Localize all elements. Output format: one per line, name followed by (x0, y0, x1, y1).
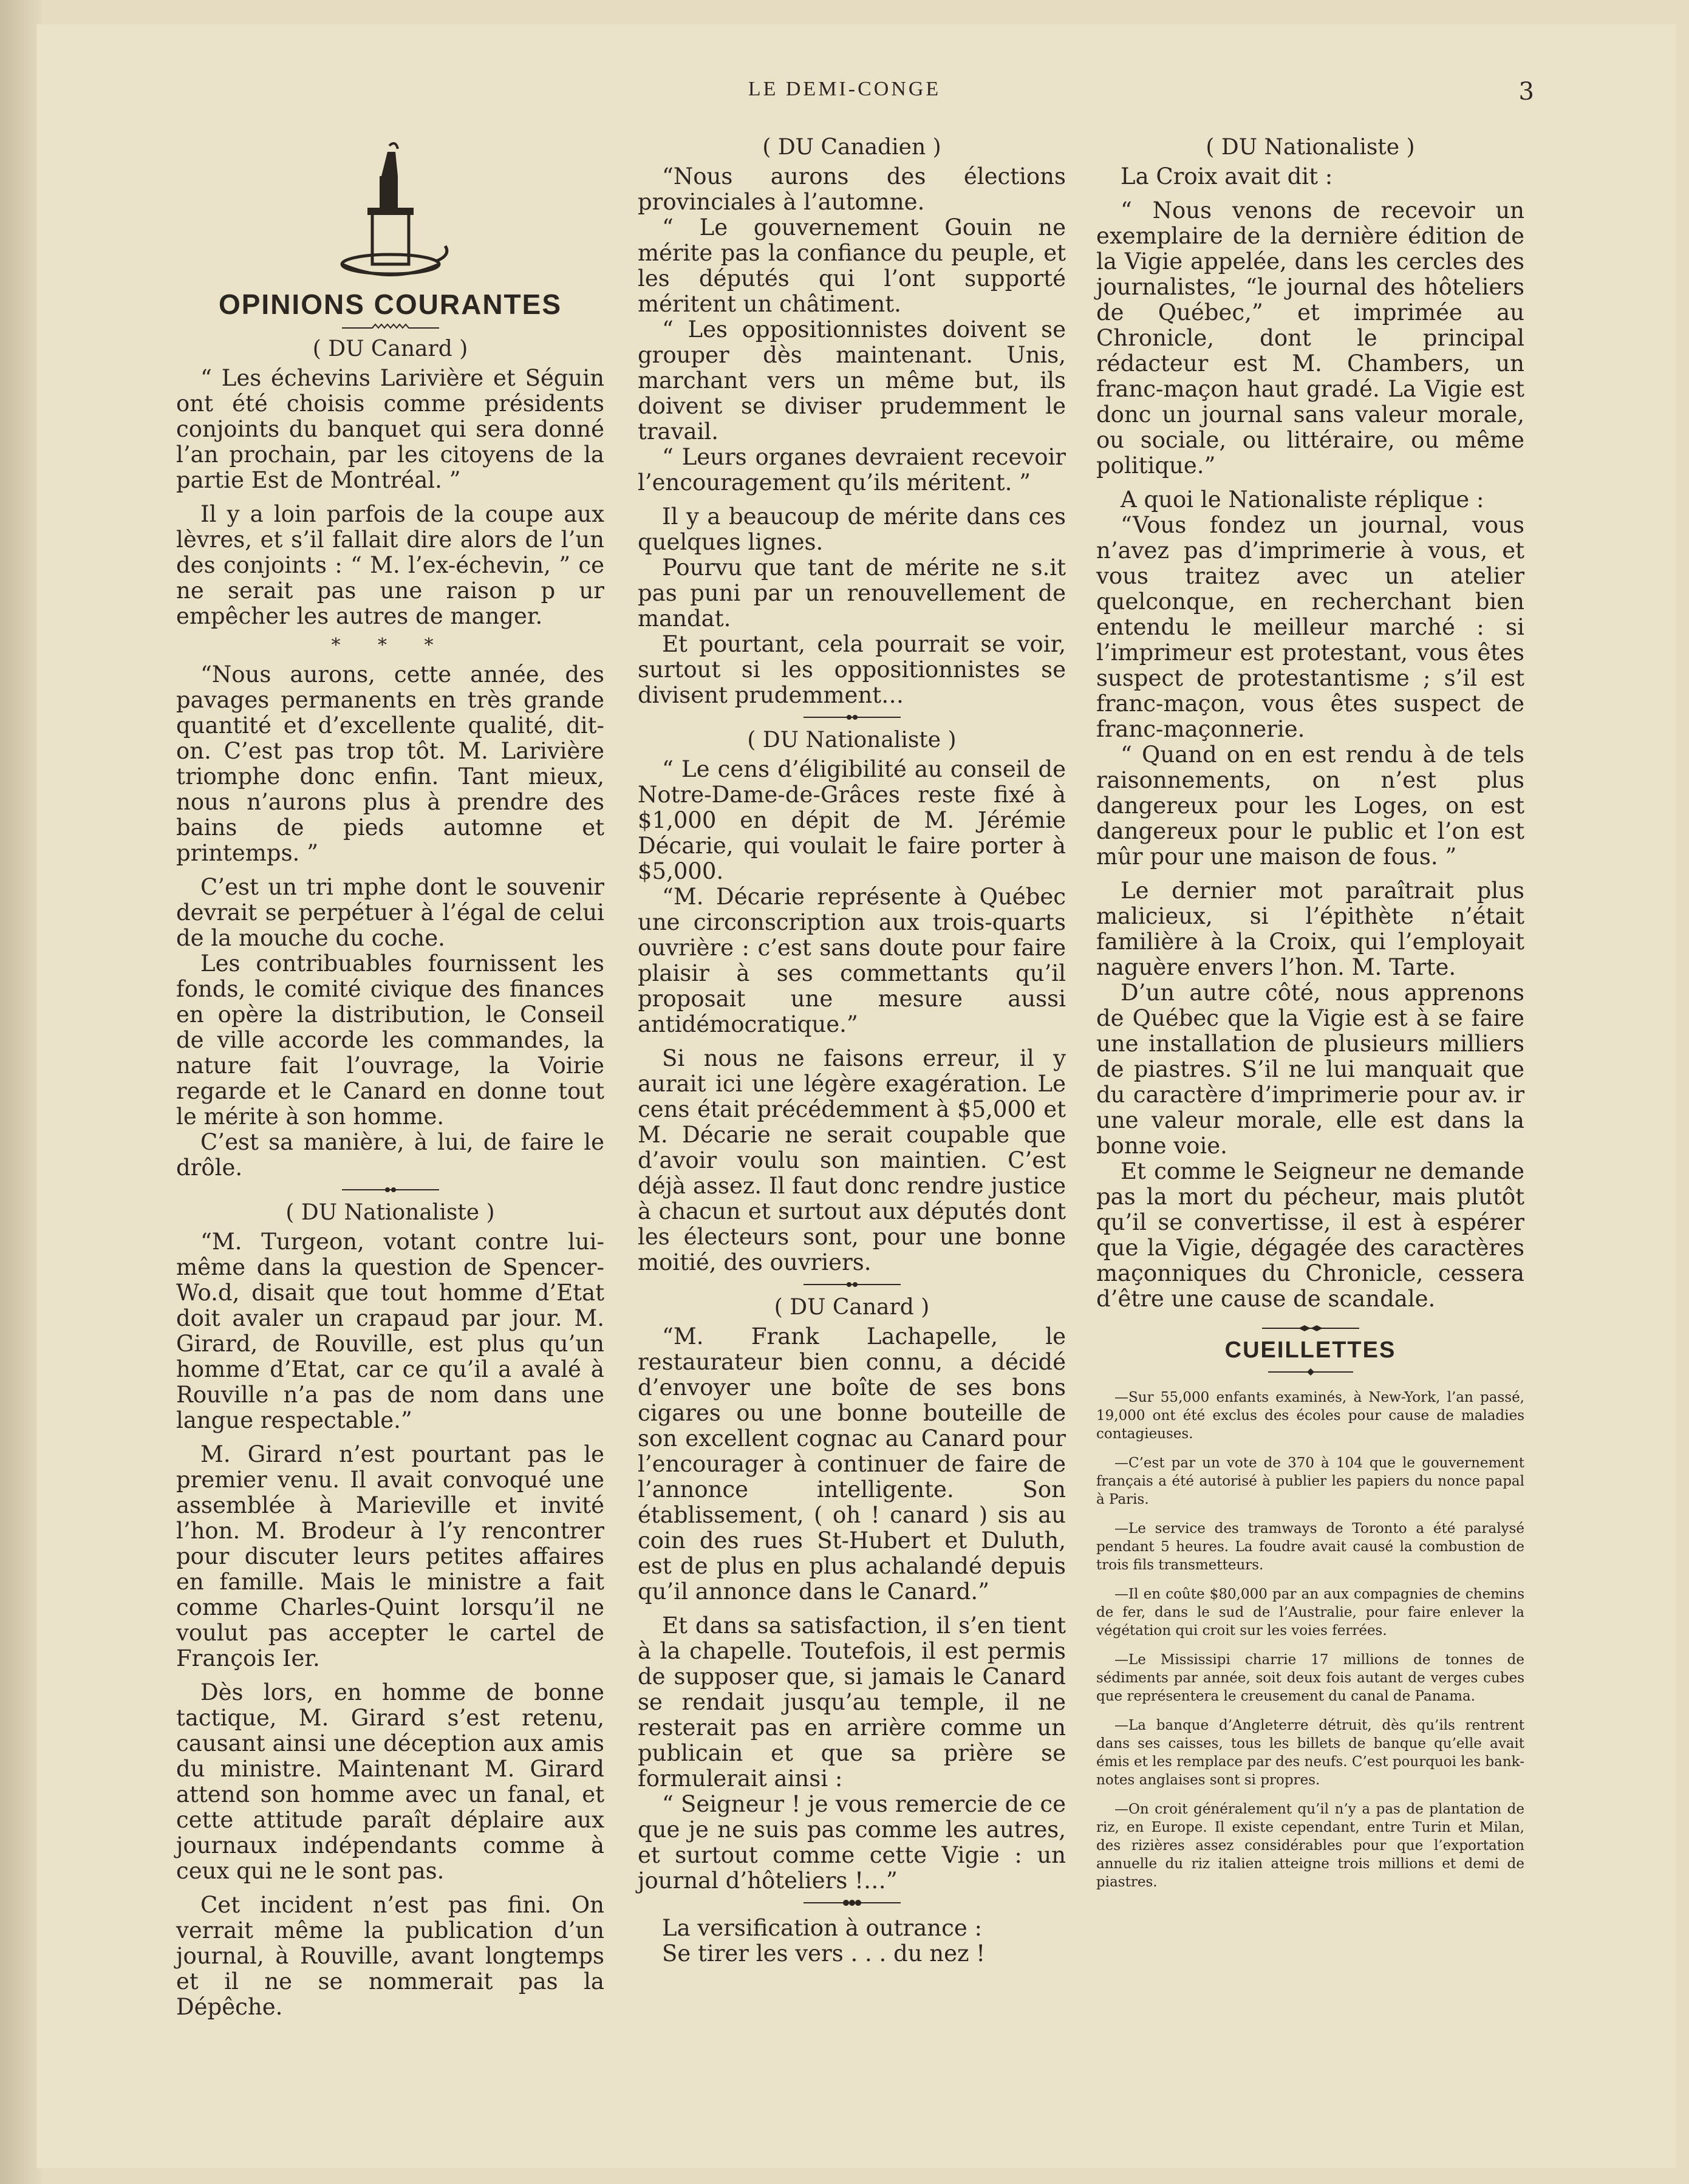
paragraph: “M. Décarie représente à Québec une circonscription aux trois-quarts ouvrière : c’est sans doute pour faire plaisir à ses commettants qu’il proposait une mesure aussi antidémocratique.” (638, 884, 1066, 1037)
paragraph: M. Girard n’est pourtant pas le premier venu. Il avait convoqué une assemblée à Marieville et invité l’hon. M. Brodeur à l’y rencontrer pour discuter leurs petites affaires en famille. Mais le ministre a fait comme Charles-Quint lorsqu’il ne voulut pas accepter le cartel de François Ier. (176, 1441, 604, 1671)
cueillettes-list (1096, 1388, 1524, 1891)
closing-line: Se tirer les vers . . . du nez ! (662, 1940, 986, 1967)
column-2 (638, 129, 1066, 1967)
list-item: —C’est par un vote de 370 à 104 que le gouvernement français a été autorisé à publier les papiers du nonce papal à Paris. (1096, 1455, 1524, 1507)
paragraph: Et pourtant, cela pourrait se voir, surtout si les oppositionnistes se divisent prudemment… (638, 631, 1066, 708)
ornament-divider (342, 322, 439, 330)
column-1 (176, 128, 604, 2020)
ornament-divider (804, 1899, 901, 1907)
ornament-divider (342, 1186, 439, 1194)
section-title: OPINIONS COURANTES (218, 288, 562, 320)
paragraph: “ Le gouvernement Gouin ne mérite pas la confiance du peuple, et les députés qui l’ont supporté méritent un châtiment. (638, 214, 1066, 317)
paragraph: “Vous fondez un journal, vous n’avez pas d’imprimerie à vous, et vous traitez avec un atelier quelconque, en recherchant bien entendu le meilleur marché : si l’imprimeur est protestant, vous êtes suspect de protestantisme ; s’il est franc-maçon, vous êtes suspect de franc-maçonnerie. (1096, 512, 1524, 742)
source-label: ( DU Canard ) (312, 336, 468, 361)
cueillettes-title: CUEILLETTES (1224, 1337, 1396, 1363)
paragraph: La Croix avait dit : (1121, 163, 1333, 189)
paragraph: “ Les oppositionnistes doivent se grouper dès maintenant. Unis, marchant vers un même but, ils doivent se diviser prudemment le travail. (638, 316, 1066, 445)
paragraph: “ Seigneur ! je vous remercie de ce que je ne suis pas comme les autres, et surtout comme cette Vigie : un journal d’hôteliers !…” (638, 1791, 1066, 1894)
page-number: 3 (1518, 78, 1534, 106)
source-label: ( DU Canard ) (774, 1295, 930, 1320)
paragraph: Et comme le Seigneur ne demande pas la mort du pécheur, mais plutôt qu’il se convertisse, il est à espérer que la Vigie, dégagée des caractères maçonniques du Chronicle, cessera d’être une cause de scandale. (1096, 1158, 1524, 1312)
paragraph: D’un autre côté, nous apprenons de Québec que la Vigie est à se faire une installation de plusieurs milliers de piastres. S’il ne lui manquait que du caractère d’imprimerie pour av. ir une valeur morale, elle est dans la bonne voie. (1096, 980, 1524, 1159)
ornament-divider (804, 1280, 901, 1289)
column-3 (1096, 129, 1524, 1902)
paragraph: C’est sa manière, à lui, de faire le drôle. (176, 1129, 604, 1181)
paragraph: “Nous aurons des élections provinciales à l’automne. (638, 163, 1066, 215)
list-item: —On croit généralement qu’il n’y a pas de plantation de riz, en Europe. Il existe cependant, entre Turin et Milan, des rizières assez considérables pour que l’exportation annuelle du riz italien atteigne trois millions et demi de piastres. (1096, 1801, 1524, 1890)
paragraph: C’est un tri mphe dont le souvenir devrait se perpétuer à l’égal de celui de la mouche du coche. (176, 874, 604, 951)
list-item: —Le service des tramways de Toronto a été paralysé pendant 5 heures. La foudre avait causé la combustion de trois fils transmetteurs. (1096, 1521, 1524, 1573)
list-item: —Le Mississipi charrie 17 millions de tonnes de sédiments par année, soit deux fois autant de verges cubes que représentera le creusement du canal de Panama. (1096, 1652, 1524, 1704)
paragraph: Dès lors, en homme de bonne tactique, M. Girard s’est retenu, causant ainsi une déception aux amis du ministre. Maintenant M. Girard attend son homme avec un fanal, et cette attitude paraît déplaire aux journaux indépendants comme à ceux qui ne le sont pas. (176, 1679, 604, 1884)
paragraph: “M. Turgeon, votant contre lui-même dans la question de Spencer-Wo.d, disait que tout homme d’Etat doit avaler un crapaud par jour. M. Girard, de Rouville, est plus qu’un homme d’Etat, car ce qu’il a avalé à Rouville n’a pas de nom dans une langue respectable.” (176, 1229, 604, 1433)
lamp-illustration (176, 140, 604, 285)
paragraph: Cet incident n’est pas fini. On verrait même la publication d’un journal, à Rouville, avant longtemps et il ne se nommerait pas la Dépêche. (176, 1892, 604, 2020)
source-label: ( DU Canadien ) (762, 135, 941, 160)
paragraph: “M. Frank Lachapelle, le restaurateur bien connu, a décidé d’envoyer une boîte de ses bons cigares ou une bonne bouteille de son excellent cognac au Canard pour l’encourager à continuer de faire de l’annonce intelligente. Son établissement, ( oh ! canard ) sis au coin des rues St-Hubert et Duluth, est de plus en plus achalandé depuis qu’il annonce dans le Canard.” (638, 1323, 1066, 1605)
source-label: ( DU Nationaliste ) (285, 1200, 495, 1225)
paragraph: Le dernier mot paraîtrait plus malicieux, si l’épithète n’était familière à la Croix, qui l’employait naguère envers l’hon. M. Tarte. (1096, 878, 1524, 980)
paragraph: Pourvu que tant de mérite ne s.it pas puni par un renouvellement de mandat. (638, 555, 1066, 632)
paragraph: Les contribuables fournissent les fonds, le comité civique des finances en opère la distribution, le Conseil de ville accorde les commandes, la nature fait l’ouvrage, la Voirie regarde et le Canard en donne tout le mérite à son homme. (176, 950, 604, 1130)
ornament-divider (1250, 1368, 1371, 1376)
paragraph: Il y a beaucoup de mérite dans ces quelques lignes. (638, 503, 1066, 555)
list-item: —Sur 55,000 enfants examinés, à New-York, l’an passé, 19,000 ont été exclus des écoles pour cause de maladies contagieuses. (1096, 1390, 1524, 1442)
list-item: —Il en coûte $80,000 par an aux compagnies de chemins de fer, dans le sud de l’Australie, pour faire enlever la végétation qui croit sur les voies ferrées. (1096, 1586, 1524, 1639)
paragraph: “ Leurs organes devraient recevoir l’encouragement qu’ils méritent. ” (638, 444, 1066, 496)
source-label: ( DU Nationaliste ) (747, 728, 957, 752)
running-title: LE DEMI-CONGE (748, 78, 941, 100)
paragraph: A quoi le Nationaliste réplique : (1121, 486, 1484, 513)
asterism: * * * (331, 635, 449, 656)
paragraph: Et dans sa satisfaction, il s’en tient à la chapelle. Toutefois, il est permis de supposer que, si jamais le Canard se rendait jusqu’au temple, il ne resterait pas en arrière comme un publicain et que sa prière se formulerait ainsi : (638, 1612, 1066, 1792)
closing-line: La versification à outrance : (662, 1915, 982, 1941)
oil-lamp-icon (330, 140, 451, 285)
paragraph: “ Le cens d’éligibilité au conseil de Notre-Dame-de-Grâces reste fixé à $1,000 en dépit de M. Jérémie Décarie, qui voulait le faire porter à $5,000. (638, 756, 1066, 884)
paragraph: Si nous ne faisons erreur, il y aurait ici une légère exagération. Le cens était précédemment à $5,000 et M. Décarie ne serait coupable que d’avoir voulu son maintien. C’est déjà assez. Il faut donc rendre justice à chacun et surtout aux députés dont les électeurs sont, pour une bonne moitié, des ouvriers. (638, 1045, 1066, 1275)
ornament-divider (804, 713, 901, 722)
paragraph: “Nous aurons, cette année, des pavages permanents en très grande quantité et d’excellente qualité, dit-on. C’est pas trop tôt. M. Larivière triomphe donc enfin. Tant mieux, nous n’aurons plus à prendre des bains de pieds automne et printemps. ” (176, 661, 604, 866)
list-item: —La banque d’Angleterre détruit, dès qu’ils rentrent dans ses caisses, tous les billets de banque qu’elle avait émis et les remplace par des neufs. C’est pourquoi les bank-notes anglaises sont si propres. (1096, 1718, 1524, 1788)
ornament-divider (1244, 1324, 1377, 1333)
paragraph: “ Quand on en est rendu à de tels raisonnements, on n’est plus dangereux pour les Loges, on est dangereux pour le public et l’on est mûr pour une maison de fous. ” (1096, 742, 1524, 870)
paragraph: “ Les échevins Larivière et Séguin ont été choisis comme présidents conjoints du banquet qui sera donné l’an prochain, par les citoyens de la partie Est de Montréal. ” (176, 365, 604, 493)
paragraph: Il y a loin parfois de la coupe aux lèvres, et s’il fallait dire alors de l’un des conjoints : “ M. l’ex-échevin, ” ce ne serait pas une raison p ur empêcher les autres de manger. (176, 501, 604, 629)
source-label: ( DU Nationaliste ) (1206, 135, 1415, 160)
paragraph: “ Nous venons de recevoir un exemplaire de la dernière édition de la Vigie appelée, dans les cercles des journalistes, “le journal des hôteliers de Québec,” et imprimée au Chronicle, dont le principal rédacteur est M. Chambers, un franc-maçon haut gradé. La Vigie est donc un journal sans valeur morale, ou sociale, ou littéraire, ou même politique.” (1096, 197, 1524, 479)
